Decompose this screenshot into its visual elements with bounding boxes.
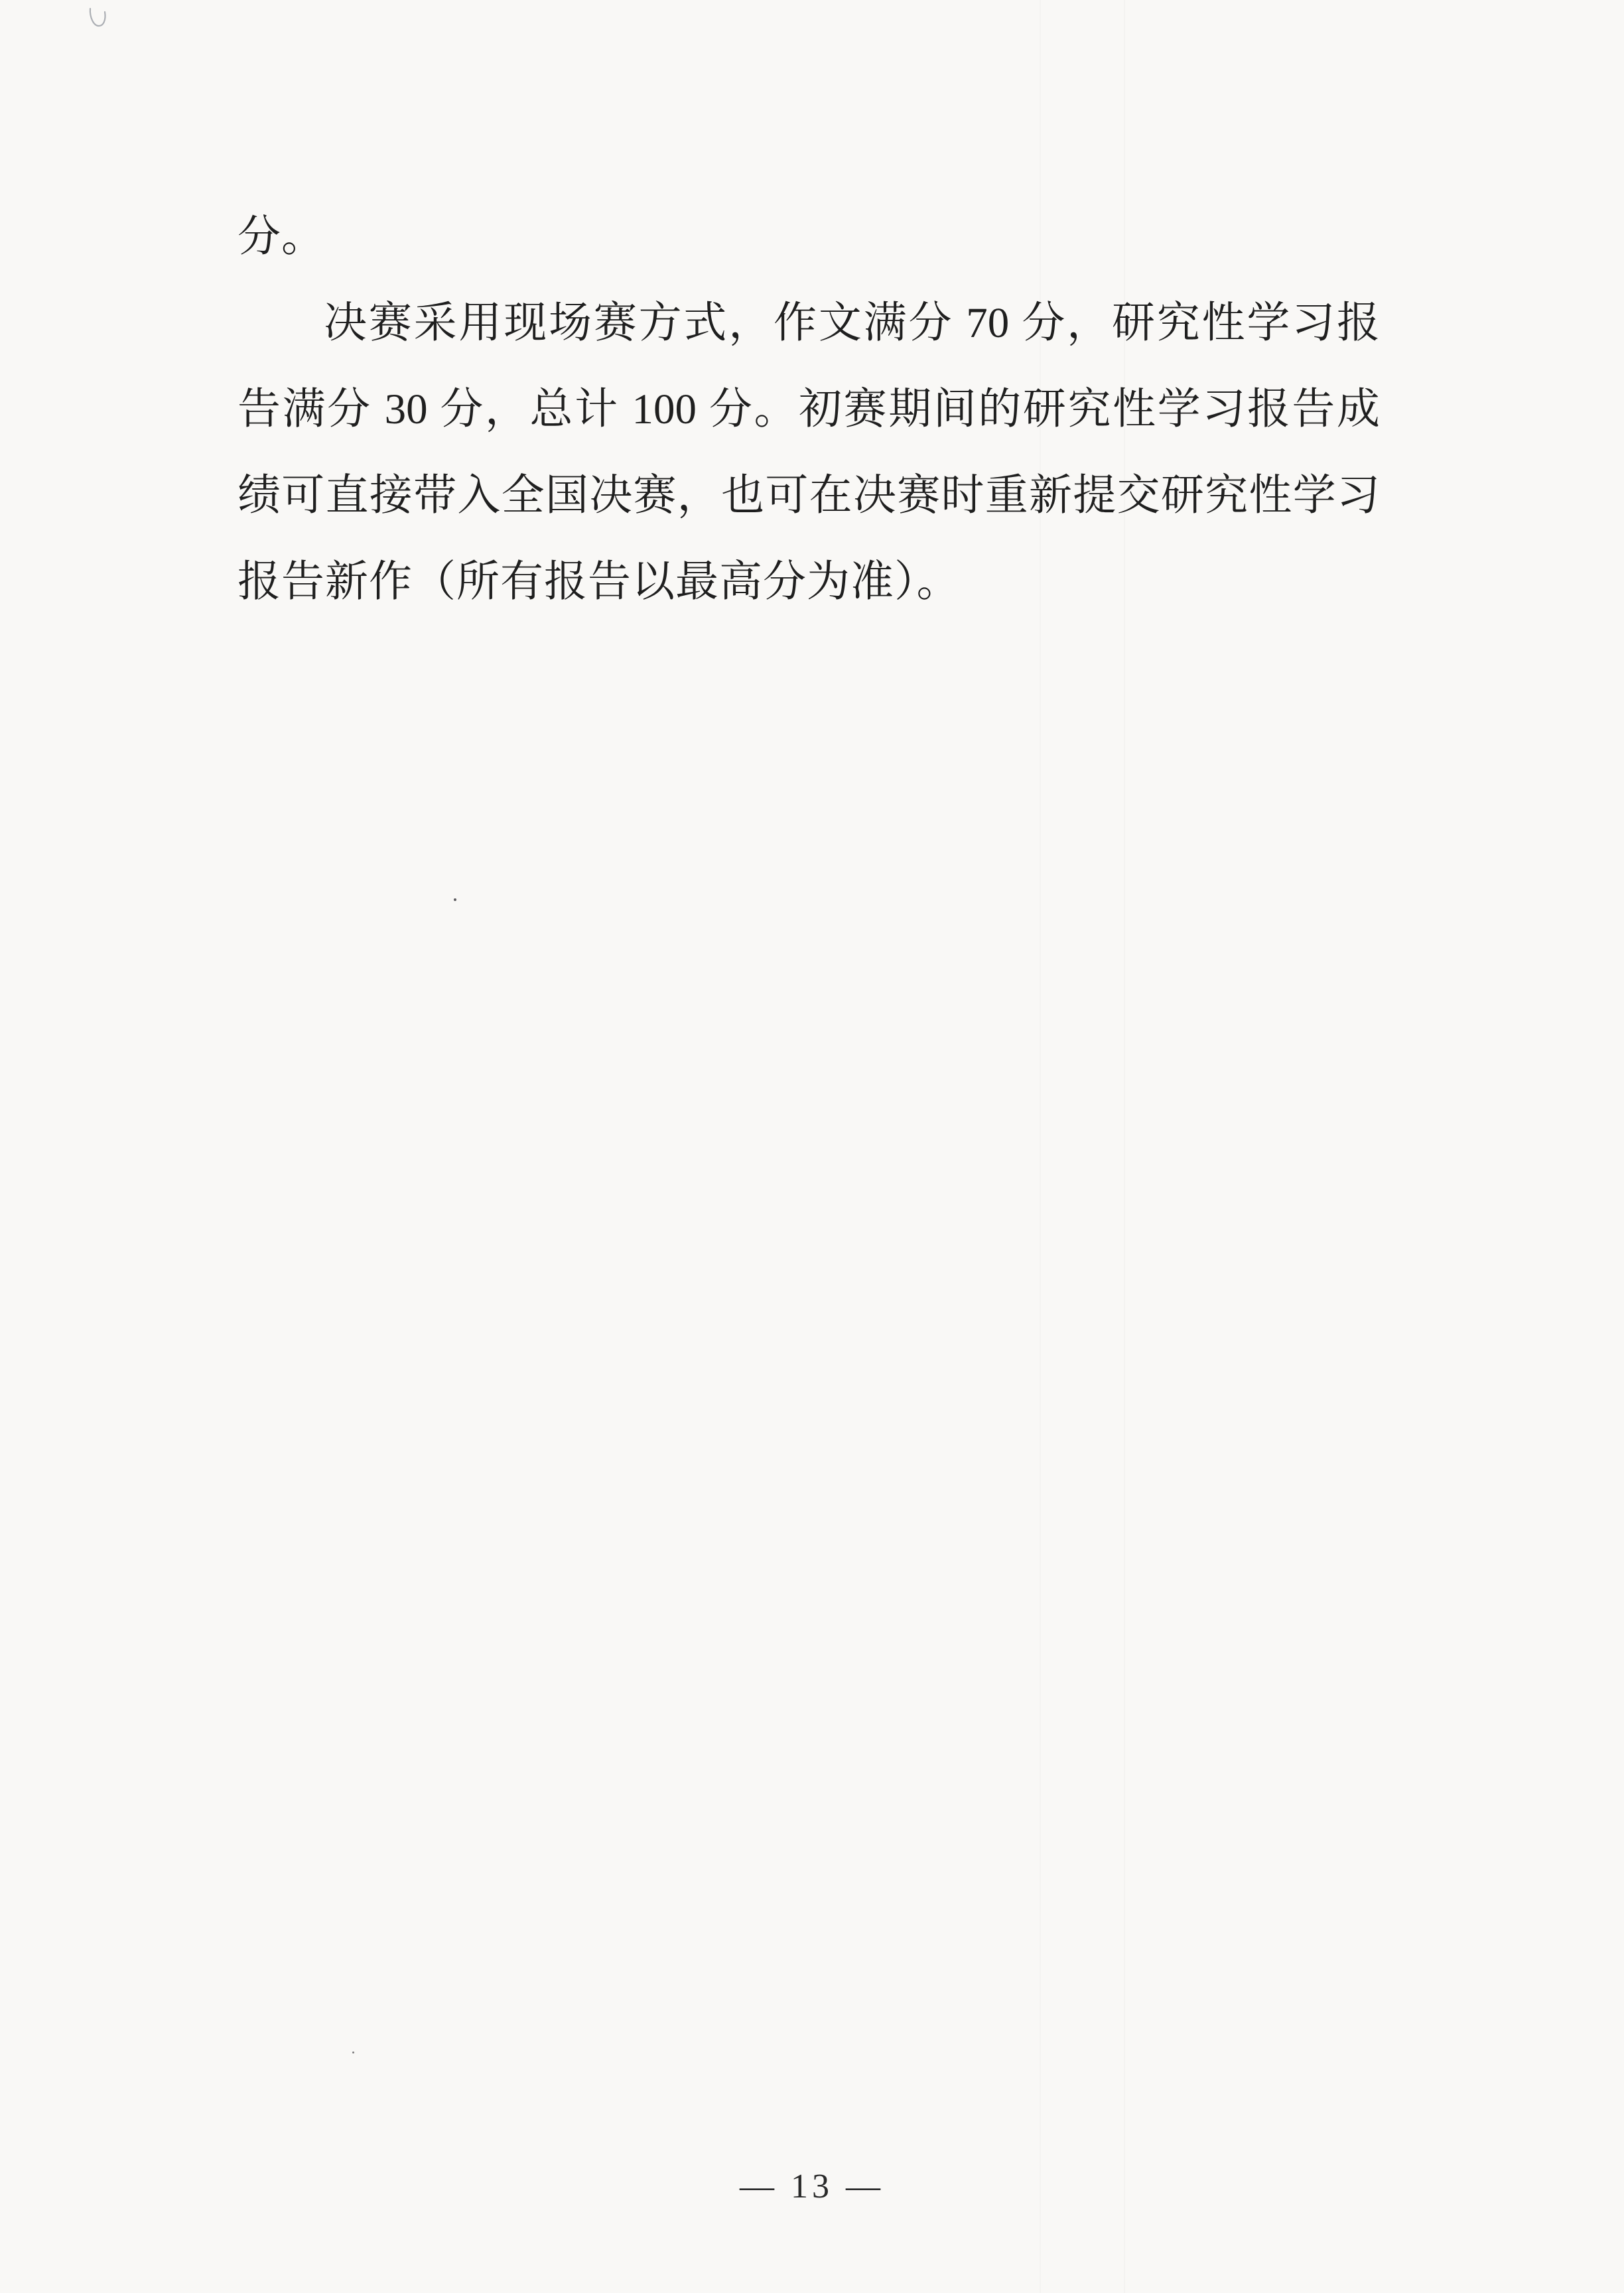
scan-speck xyxy=(352,2051,354,2053)
scan-speck xyxy=(454,898,456,901)
text-line: 告满分 30 分，总计 100 分。初赛期间的研究性学习报告成 xyxy=(237,385,1380,433)
page-number: — 13 — xyxy=(740,2168,884,2205)
body-text xyxy=(237,194,1380,625)
text-line-paragraph-end: 报告新作（所有报告以最高分为准）。 xyxy=(237,558,961,606)
text-line: 决赛采用现场赛方式，作文满分 70 分，研究性学习报 xyxy=(324,299,1380,347)
text-line: 绩可直接带入全国决赛，也可在决赛时重新提交研究性学习 xyxy=(237,472,1380,520)
text-line-paragraph-end: 分。 xyxy=(237,213,326,261)
pen-mark xyxy=(88,7,110,33)
